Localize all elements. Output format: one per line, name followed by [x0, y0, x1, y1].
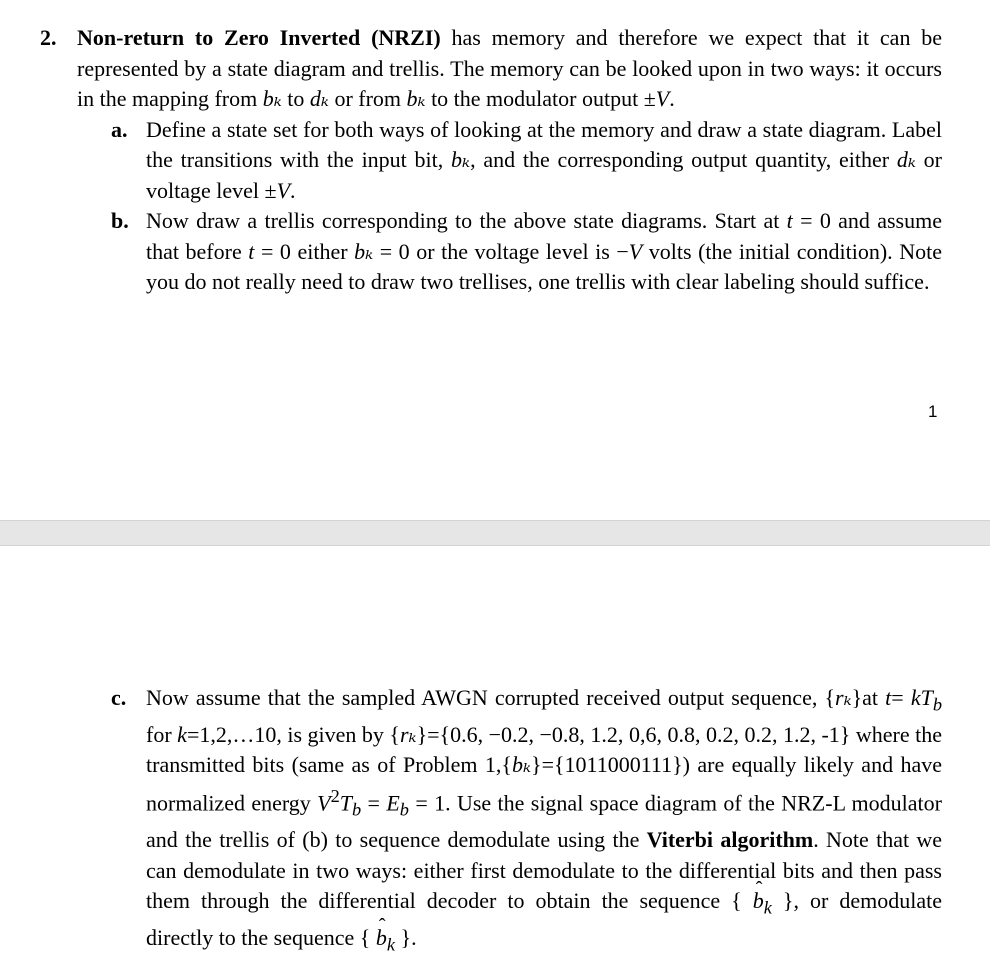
part-a: a. Define a state set for both ways of looking at the memory and draw a state diagram. Label the transitions with the input bit, bₖ, and the corresponding output quantity, either dₖ or voltage level ±V. [111, 116, 942, 203]
viterbi-bold: Viterbi algorithm [646, 827, 814, 853]
part-b-label: b. [111, 208, 129, 233]
question-intro: Non-return to Zero Inverted (NRZI) has memory and therefore we expect that it can be represented by a state diagram and trellis. The memory can be looked upon in two ways: it occurs in the mapping from bₖ to dₖ or from bₖ to the modulator output ±V. [77, 25, 942, 111]
page-number: 1 [928, 402, 938, 421]
question-title: Non-return to Zero Inverted (NRZI) [77, 25, 441, 50]
question-2 [40, 23, 942, 298]
part-a-label: a. [111, 116, 128, 142]
question-number: 2. [40, 25, 57, 50]
part-c-label: c. [111, 685, 127, 710]
part-b: b. Now draw a trellis corresponding to the above state diagrams. Start at t = 0 and assume that before t = 0 either bₖ = 0 or the voltage level is −V volts (the initial condition). Note you do not really need to draw two trellises, one trellis with clear labeling should suffice. [111, 208, 942, 294]
page-separator [0, 520, 990, 546]
part-c: c. Now assume that the sampled AWGN corrupted received output sequence, {rₖ}at $t= kT_b$ for k=1,2,…10, is given by {rₖ}={0.6, −0.2, −0.8, 1.2, 0,6, 0.8, 0.2, 0.2, 1.2, -1} where the transmitted bits (same as of Problem 1,{bₖ}={1011000111}) are equally likely and have normalized energy $V^2T_b = E_b = 1$. Use the signal space diagram of the NRZ-L modulator and the trellis of (b) to sequence demodulate using the Viterbi algorithm. Note that we can demodulate in two ways: either first demodulate to the differential bits and then pass them through the differential decoder to obtain the sequence { ˆ $b_k$ }, or demodulate directly to the sequence { ˆ $b_k$ }. [146, 683, 942, 960]
